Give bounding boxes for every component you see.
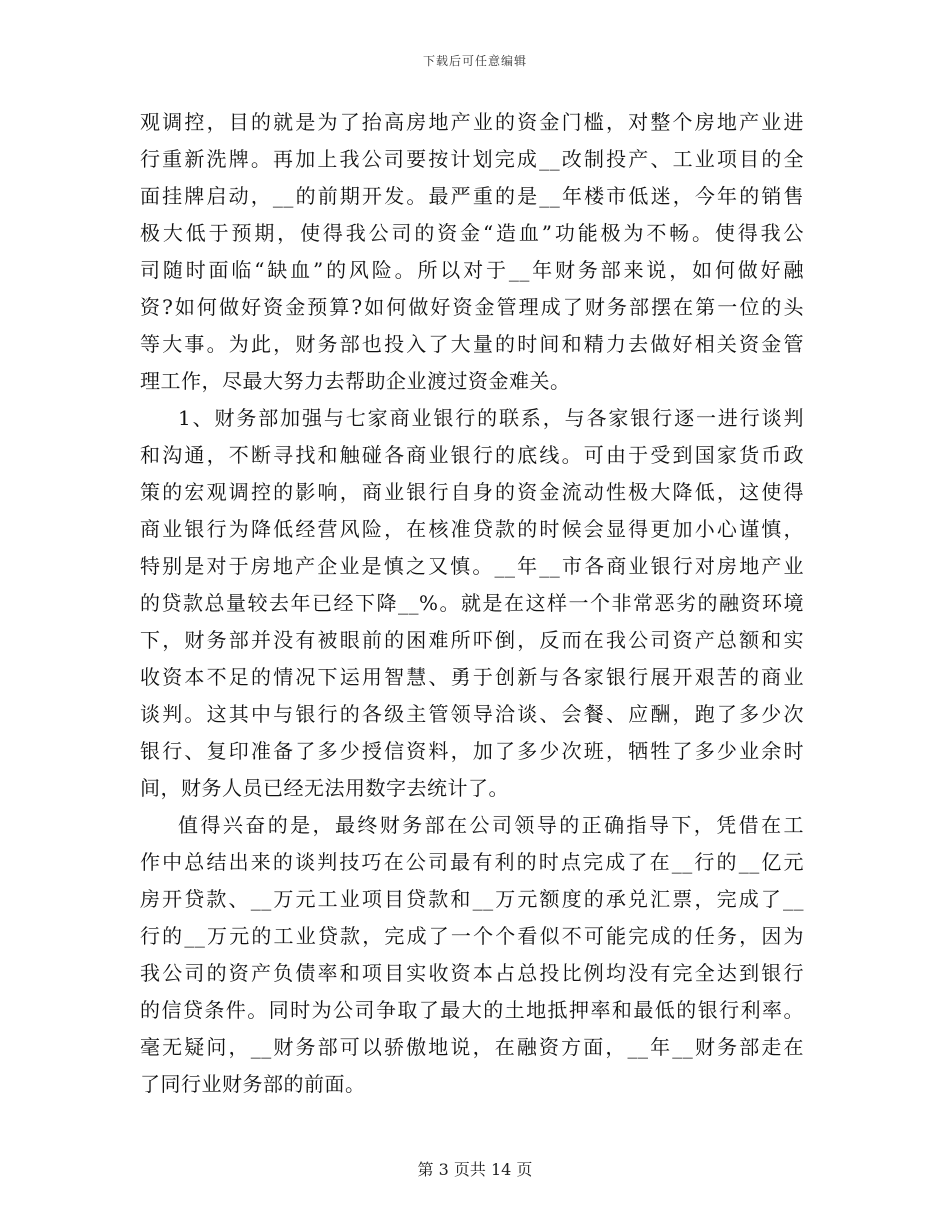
text-line: 谈判。这其中与银行的各级主管领导洽谈、会餐、应酬，跑了多少次 — [140, 702, 804, 726]
text-line: 行重新洗牌。再加上我公司要按计划完成__改制投产、工业项目的全 — [140, 147, 804, 171]
page-header-note: 下载后可任意编辑 — [422, 54, 527, 68]
text-line: 的贷款总量较去年已经下降__%。就是在这样一个非常恶劣的融资环境 — [140, 591, 804, 615]
text-line: 银行、复印准备了多少授信资料，加了多少次班，牺牲了多少业余时 — [140, 739, 804, 763]
text-line: 作中总结出来的谈判技巧在公司最有利的时点完成了在__行的__亿元 — [140, 850, 804, 874]
text-line: 极大低于预期，使得我公司的资金“造血”功能极为不畅。使得我公 — [140, 221, 804, 245]
text-line: 房开贷款、__万元工业项目贷款和__万元额度的承兑汇票，完成了__ — [140, 887, 804, 911]
text-line: 行的__万元的工业贷款，完成了一个个看似不可能完成的任务，因为 — [140, 924, 804, 948]
text-line: 资?如何做好资金预算?如何做好资金管理成了财务部摆在第一位的头 — [140, 295, 804, 319]
text-line: 商业银行为降低经营风险，在核准贷款的时候会显得更加小心谨慎， — [140, 517, 804, 541]
text-line: 我公司的资产负债率和项目实收资本占总投比例均没有完全达到银行 — [140, 961, 804, 985]
text-line: 和沟通，不断寻找和触碰各商业银行的底线。可由于受到国家货币政 — [140, 443, 804, 467]
text-line: 的信贷条件。同时为公司争取了最大的土地抵押率和最低的银行利率。 — [140, 998, 804, 1022]
text-line: 了同行业财务部的前面。 — [140, 1072, 366, 1096]
text-line: 间，财务人员已经无法用数字去统计了。 — [140, 776, 509, 800]
text-line: 面挂牌启动，__的前期开发。最严重的是__年楼市低迷，今年的销售 — [140, 184, 804, 208]
text-line: 特别是对于房地产企业是慎之又慎。__年__市各商业银行对房地产业 — [140, 554, 804, 578]
text-line: 下，财务部并没有被眼前的困难所吓倒，反而在我公司资产总额和实 — [140, 628, 804, 652]
page-number: 第 3 页共 14 页 — [417, 1160, 533, 1179]
text-line: 毫无疑问，__财务部可以骄傲地说，在融资方面，__年__财务部走在 — [140, 1035, 804, 1059]
text-line: 观调控，目的就是为了抬高房地产业的资金门槛，对整个房地产业进 — [140, 110, 804, 134]
text-line: 策的宏观调控的影响，商业银行自身的资金流动性极大降低，这使得 — [140, 480, 804, 504]
text-line: 值得兴奋的是，最终财务部在公司领导的正确指导下，凭借在工 — [178, 813, 804, 837]
text-line: 司随时面临“缺血”的风险。所以对于__年财务部来说，如何做好融 — [140, 258, 804, 282]
text-line: 1、财务部加强与七家商业银行的联系，与各家银行逐一进行谈判 — [178, 406, 804, 430]
text-line: 理工作，尽最大努力去帮助企业渡过资金难关。 — [140, 369, 571, 393]
text-line: 等大事。为此，财务部也投入了大量的时间和精力去做好相关资金管 — [140, 332, 804, 356]
document-body — [140, 104, 804, 1103]
text-line: 收资本不足的情况下运用智慧、勇于创新与各家银行展开艰苦的商业 — [140, 665, 804, 689]
